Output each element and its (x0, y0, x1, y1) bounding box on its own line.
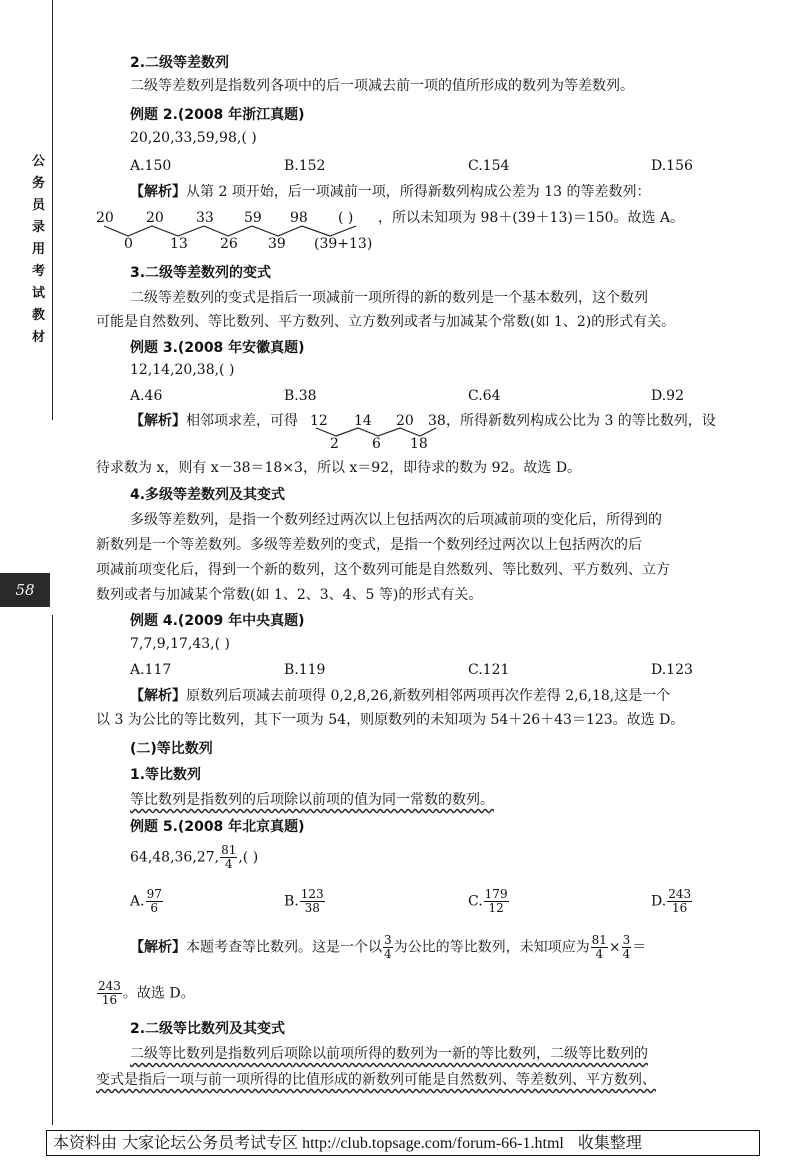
sub-heading: 2.二级等比数列及其变式 (130, 1021, 286, 1037)
sidebar-char: 考 (32, 264, 46, 279)
example-title: 例题 3.(2008 年安徽真题) (130, 340, 305, 356)
section-heading-3: 3.二级等差数列的变式 (130, 265, 272, 281)
diag-bottom-3: 39 (268, 236, 286, 252)
denominator: 4 (595, 947, 604, 961)
analysis-text (130, 934, 646, 961)
paragraph-line: 项减前项变化后，得到一个新的数列，这个数列可能是自然数列、等比数列、平方数列、立方 (96, 562, 670, 578)
analysis-pre: 本题考查等比数列。这是一个以 (186, 939, 382, 956)
numerator: 243 (98, 979, 121, 993)
paragraph-line: 二级等差数列的变式是指后一项减前一项所得的新的数列是一个基本数列，这个数列 (130, 290, 648, 306)
definition-text: 二级等差数列是指数列各项中的后一项减去前一项的值所形成的数列为等差数列。 (130, 78, 634, 94)
option-b: B.119 (284, 662, 326, 678)
analysis-text (130, 182, 651, 202)
diag-top-2: 33 (196, 210, 214, 226)
option-a: A.117 (130, 662, 172, 678)
denominator: 12 (488, 901, 504, 915)
analysis-text (130, 686, 670, 706)
numerator: 3 (384, 933, 392, 947)
numerator: 243 (668, 887, 692, 901)
footer-text: 本资料由 大家论坛公务员考试专区 (53, 1133, 299, 1152)
option-label: A. (130, 893, 145, 910)
analysis-line: 待求数为 x，则有 x－38＝18×3，所以 x＝92，即待求的数为 92。故选 D。 (96, 460, 582, 476)
sequence-text: 12,14,20,38,( ) (130, 362, 235, 378)
diag-top-2: 20 (396, 413, 414, 429)
denominator: 4 (224, 857, 233, 871)
diag-top-3: 38 (428, 413, 446, 429)
option-c: C.64 (468, 388, 501, 404)
sequence-prefix: 64,48,36,27, (130, 849, 220, 866)
option-label: C. (468, 893, 483, 910)
denominator: 6 (150, 901, 159, 915)
sidebar-rule-top (52, 0, 53, 420)
sidebar-char: 务 (32, 176, 46, 191)
example-title: 例题 4.(2009 年中央真题) (130, 613, 305, 629)
option-d (651, 888, 693, 915)
sub-heading: 1.等比数列 (130, 767, 202, 783)
sequence-text: 20,20,33,59,98,( ) (130, 130, 257, 146)
analysis-mid: 为公比的等比数列，未知项应为 (393, 939, 590, 956)
sequence-suffix: ,( ) (238, 849, 259, 866)
paragraph-line: 数列或者与加减某个常数(如 1、2、3、4、5 等)的形式有关。 (96, 587, 483, 603)
sidebar-char: 试 (32, 286, 46, 301)
diag-top-0: 12 (310, 413, 328, 429)
option-b (284, 888, 326, 915)
diag-bottom-1: 13 (170, 236, 188, 252)
option-label: B. (284, 893, 299, 910)
paragraph-line: 二级等比数列是指数列后项除以前项所得的数列为一新的等比数列，二级等比数列的 (130, 1046, 648, 1062)
option-a: A.46 (130, 388, 163, 404)
analysis-text (130, 411, 298, 431)
analysis-label: 【解析】 (130, 688, 186, 704)
denominator: 4 (622, 947, 631, 961)
paragraph-line: 可能是自然数列、等比数列、平方数列、立方数列或者与加减某个常数(如 1、2)的形式有关。 (96, 314, 676, 330)
option-c: C.121 (468, 662, 510, 678)
analysis-result (96, 980, 195, 1007)
example-title: 例题 5.(2008 年北京真题) (130, 819, 305, 835)
analysis-label: 【解析】 (130, 413, 186, 429)
analysis-end: 。故选 D。 (122, 985, 195, 1002)
option-b: B.38 (284, 388, 317, 404)
footer-link[interactable]: http://club.topsage.com/forum-66-1.html (302, 1135, 564, 1152)
fraction (383, 934, 393, 961)
fraction (484, 888, 509, 915)
diag-bottom-2: 18 (410, 436, 428, 452)
equals-sign: ＝ (632, 939, 647, 956)
sidebar-char: 材 (32, 330, 46, 345)
definition-text: 等比数列是指数列的后项除以前项的值为同一常数的数列。 (130, 792, 494, 808)
analysis-label: 【解析】 (130, 184, 186, 200)
sequence-text (130, 844, 258, 871)
section-heading-4: 4.多级等差数列及其变式 (130, 487, 286, 503)
analysis-pre: 相邻项求差，可得 (186, 413, 298, 429)
diag-top-0: 20 (96, 210, 114, 226)
numerator: 123 (300, 887, 324, 901)
diag-bottom-4: (39+13) (314, 236, 373, 252)
diag-bottom-1: 6 (372, 436, 381, 452)
diag-top-1: 20 (146, 210, 164, 226)
sidebar-char: 公 (32, 154, 46, 169)
footer-banner (46, 1130, 760, 1156)
fraction (622, 934, 632, 961)
denominator: 16 (672, 901, 688, 915)
analysis-label: 【解析】 (130, 939, 186, 956)
fraction (146, 888, 163, 915)
option-d: D.92 (651, 388, 684, 404)
sidebar-rule-bottom (52, 615, 53, 1125)
numerator: 81 (591, 933, 607, 947)
example-title: 例题 2.(2008 年浙江真题) (130, 107, 305, 123)
fraction (97, 980, 122, 1007)
diag-top-1: 14 (354, 413, 372, 429)
option-c (468, 888, 510, 915)
part-heading: (二)等比数列 (130, 741, 213, 757)
analysis-post: ，所得新数列构成公比为 3 的等比数列，设 (446, 413, 716, 429)
option-a (130, 888, 164, 915)
numerator: 179 (484, 887, 508, 901)
diag-bottom-0: 2 (330, 436, 339, 452)
paragraph-line: 变式是指后一项与前一项所得的比值形成的新数列可能是自然数列、等差数列、平方数列、 (96, 1072, 656, 1088)
fraction (591, 934, 608, 961)
diag-bottom-2: 26 (220, 236, 238, 252)
option-a: A.150 (130, 158, 172, 174)
option-d: D.156 (651, 158, 693, 174)
denominator: 4 (384, 947, 392, 961)
fraction (220, 844, 237, 871)
sidebar-char: 用 (32, 242, 46, 257)
sidebar-char: 录 (32, 220, 46, 235)
sequence-text: 7,7,9,17,43,( ) (130, 636, 230, 652)
sidebar-char: 教 (32, 308, 46, 323)
section-heading-2: 2.二级等差数列 (130, 55, 230, 71)
diag-top-3: 59 (244, 210, 262, 226)
option-d: D.123 (651, 662, 693, 678)
fraction (667, 888, 692, 915)
diag-bottom-0: 0 (124, 236, 133, 252)
option-c: C.154 (468, 158, 510, 174)
numerator: 81 (221, 843, 237, 857)
diag-tail: ，所以未知项为 98＋(39＋13)＝150。故选 A。 (378, 210, 685, 226)
sidebar-char: 员 (32, 198, 46, 213)
diag-top-4: 98 (290, 210, 308, 226)
diag-top-5: ( ) (338, 210, 354, 226)
numerator: 3 (622, 933, 631, 947)
denominator: 16 (101, 993, 118, 1007)
denominator: 38 (304, 901, 320, 915)
analysis-line: 原数列后项减去前项得 0,2,8,26,新数列相邻两项再次作差得 2,6,18,这是一个 (186, 688, 671, 704)
times-sign: × (608, 939, 621, 956)
footer-tail: 收集整理 (577, 1133, 642, 1152)
analysis-line: 以 3 为公比的等比数列，其下一项为 54，则原数列的未知项为 54＋26＋43＝123。故选 D。 (96, 712, 685, 728)
option-b: B.152 (284, 158, 326, 174)
option-label: D. (651, 893, 667, 910)
analysis-body: 从第 2 项开始，后一项减前一项，所得新数列构成公差为 13 的等差数列： (186, 184, 651, 200)
paragraph-line: 多级等差数列，是指一个数列经过两次以上包括两次的后项减前项的变化后，所得到的 (130, 512, 662, 528)
page-number: 58 (0, 573, 50, 607)
numerator: 97 (146, 887, 162, 901)
paragraph-line: 新数列是一个等差数列。多级等差数列的变式，是指一个数列经过两次以上包括两次的后 (96, 537, 642, 553)
fraction (300, 888, 325, 915)
